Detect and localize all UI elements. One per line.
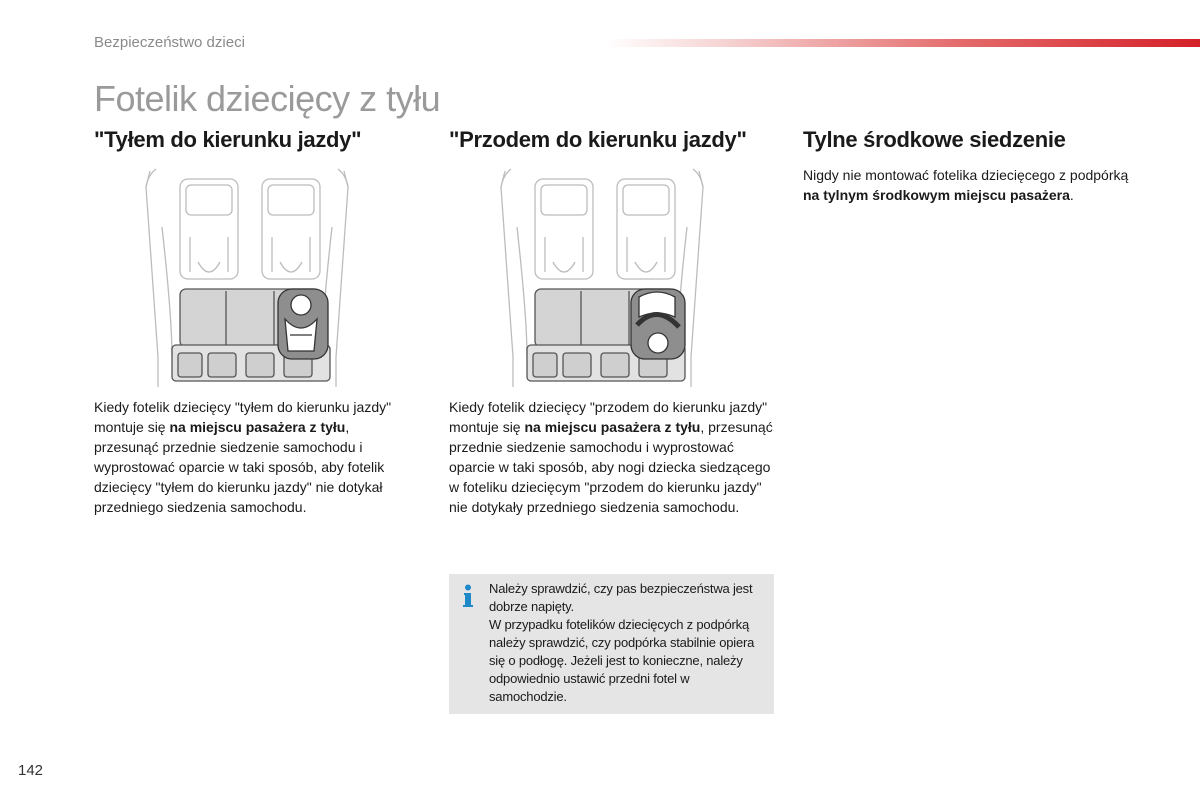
forward-facing-description: Kiedy fotelik dziecięcy "przodem do kierunku jazdy" montuje się na miejscu pasażera z tyłu, przesunąć przednie siedzenie samochodu i wyprostować oparcie w taki sposób, aby nogi dziecka siedzącego w foteliku dziecięcym "przodem do kierunku jazdy" nie dotykały przedniego siedzenia samochodu. <box>449 399 773 515</box>
page-title: Fotelik dziecięcy z tyłu <box>94 78 441 119</box>
heading-forward-facing: "Przodem do kierunku jazdy" <box>449 127 747 152</box>
rear-center-seat-description: Nigdy nie montować fotelika dziecięcego z podpórką na tylnym środkowym miejscu pasażera. <box>803 167 1129 203</box>
forward-facing-seat-diagram <box>497 167 707 389</box>
heading-rear-center-seat: Tylne środkowe siedzenie <box>803 127 1066 152</box>
info-icon <box>461 584 475 608</box>
heading-rear-facing: "Tyłem do kierunku jazdy" <box>94 127 362 152</box>
page-number: 142 <box>18 762 44 779</box>
header-accent-bar <box>605 39 1200 47</box>
info-box <box>449 574 774 714</box>
rear-facing-seat-diagram <box>142 167 352 389</box>
rear-facing-description: Kiedy fotelik dziecięcy "tyłem do kierunku jazdy" montuje się na miejscu pasażera z tyłu, przesunąć przednie siedzenie samochodu i wyprostować oparcie w taki sposób, aby fotelik dziecięcy "tyłem do kierunku jazdy" nie dotykał przedniego siedzenia samochodu. <box>94 399 392 515</box>
info-text: Należy sprawdzić, czy pas bezpieczeństwa jest dobrze napięty. W przypadku fotelików dziecięcych z podpórką należy sprawdzić, czy podpórka stabilnie opiera się o podłogę. Jeżeli jest to konieczne, należy odpowiednio ustawić przedni fotel w samochodzie. <box>489 581 755 704</box>
section-label: Bezpieczeństwo dzieci <box>94 34 245 51</box>
